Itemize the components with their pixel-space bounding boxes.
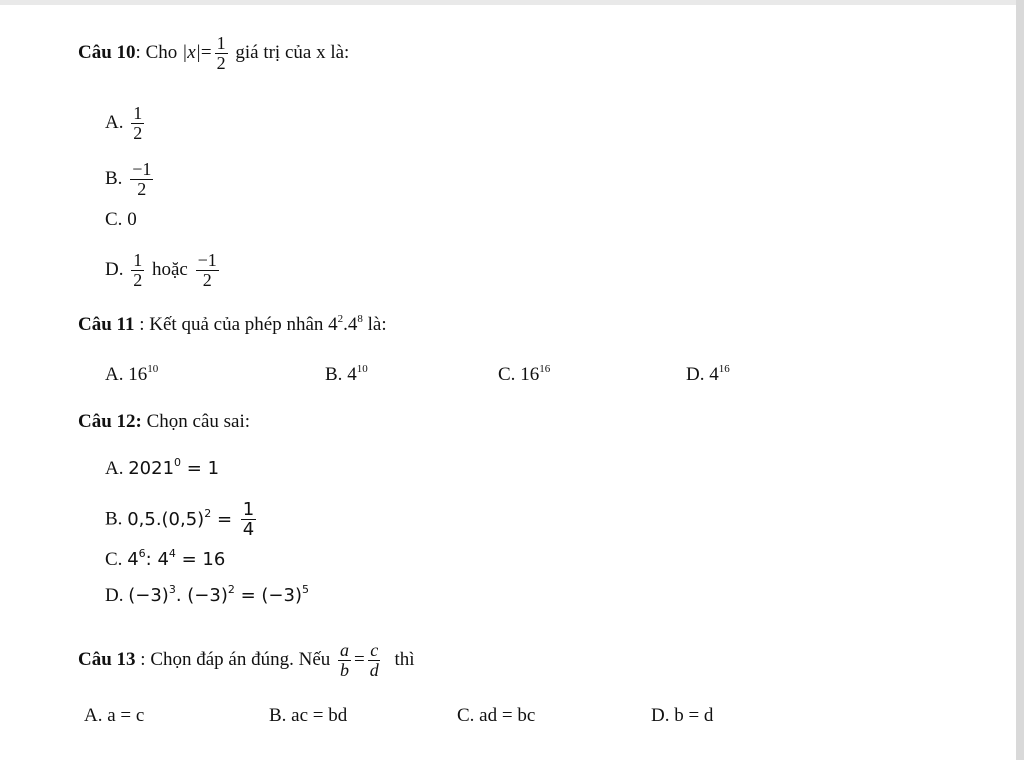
viewer-scrollbar-edge[interactable] xyxy=(1016,0,1024,760)
q12-option-c[interactable]: C. $4^6$: $4^4 = 16$ xyxy=(105,547,226,570)
q10-option-d[interactable]: D. $\frac{1}{2}$ hoặc $\frac{-1}{2}$ xyxy=(105,250,217,290)
question-10: Câu 10: Cho |x|= $\frac{1}{2}$ giá trị của x là: xyxy=(78,33,350,73)
q10-option-c[interactable]: C. 0 xyxy=(105,209,137,230)
abs-x: |x| xyxy=(182,41,201,63)
question-10-label: Câu 10 xyxy=(78,41,136,63)
question-13-label: Câu 13 xyxy=(78,648,136,670)
fraction: $\frac{-1}{2}$ xyxy=(197,250,217,290)
question-13: Câu 13 : Chọn đáp án đúng. Nếu $\frac{a}{b}$ = $\frac{c}{d}$ thì xyxy=(78,640,415,680)
fraction: $\frac{1}{2}$ xyxy=(133,250,143,290)
q13-option-d[interactable]: D. b = d xyxy=(651,705,714,726)
q11-option-d[interactable]: D. $4^{16}$ xyxy=(686,363,730,385)
q13-option-c[interactable]: C. ad = bc xyxy=(457,705,536,726)
question-11-label: Câu 11 xyxy=(78,314,135,335)
fraction: $\frac{1}{2}$ xyxy=(133,103,143,143)
q12-option-d[interactable]: D. $(-3)^3$. $(-3)^2 = (-3)^5$ xyxy=(105,583,309,606)
q10-option-a[interactable]: A. $\frac{1}{2}$ xyxy=(105,103,143,143)
fraction: $\frac{-1}{2}$ xyxy=(132,159,152,199)
q13-option-a[interactable]: A. a = c xyxy=(84,705,145,726)
question-12: Câu 12: Chọn câu sai: xyxy=(78,411,251,432)
q13-option-b[interactable]: B. ac = bd xyxy=(269,705,348,726)
fraction: $\frac{1}{4}$ xyxy=(242,499,255,540)
q11-option-b[interactable]: B. $4^{10}$ xyxy=(325,363,368,385)
question-11: Câu 11 : Kết quả của phép nhân $4^2.4^8$ là: xyxy=(78,313,387,335)
question-12-label: Câu 12: xyxy=(78,411,142,432)
q11-option-c[interactable]: C. $16^{16}$ xyxy=(498,363,551,385)
q12-option-b[interactable]: B. $0,5.(0,5)^2$ = $\frac{1}{4}$ xyxy=(105,499,255,540)
fraction-a-over-b: $\frac{a}{b}$ xyxy=(340,640,350,680)
fraction: $\frac{1}{2}$ xyxy=(216,33,226,73)
q12-option-a[interactable]: A. $2021^0 = 1$ xyxy=(105,456,220,479)
q10-option-b[interactable]: B. $\frac{-1}{2}$ xyxy=(105,159,152,199)
q11-option-a[interactable]: A. $16^{10}$ xyxy=(105,363,159,385)
fraction-c-over-d: $\frac{c}{d}$ xyxy=(369,640,379,680)
